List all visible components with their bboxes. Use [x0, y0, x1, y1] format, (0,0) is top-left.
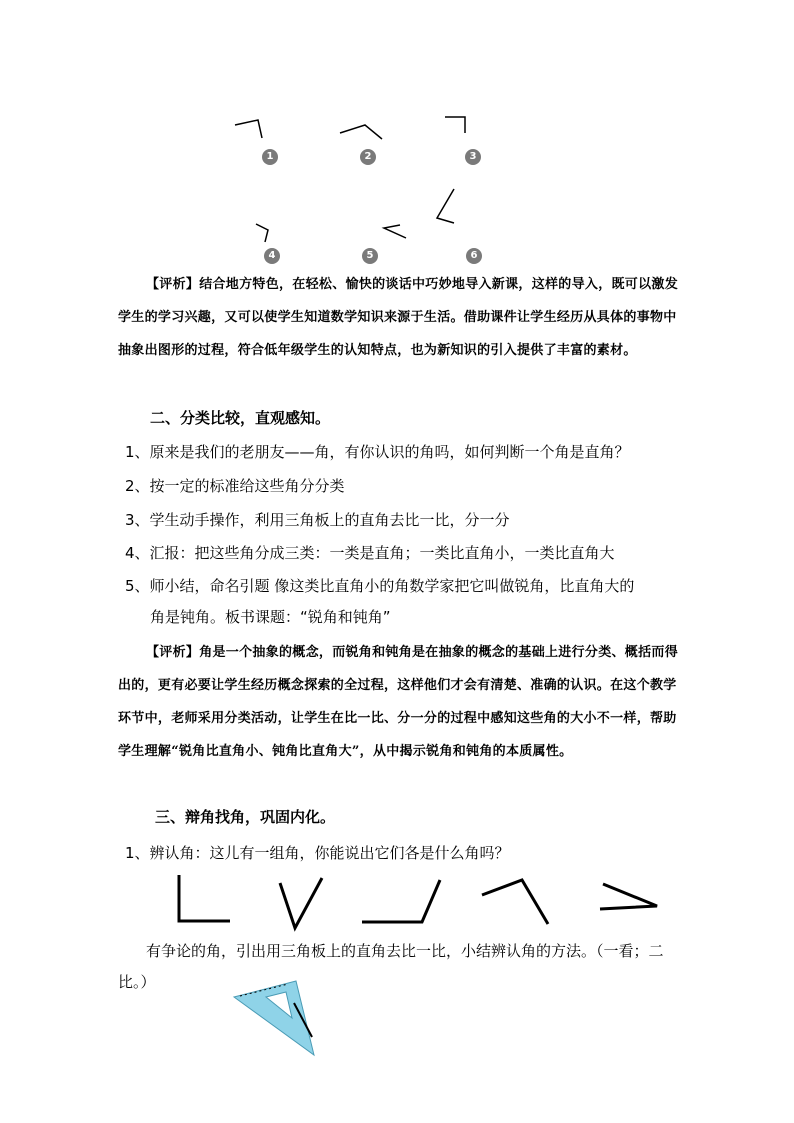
angle-obtuse-1 — [362, 880, 440, 922]
comment-2 — [118, 636, 678, 768]
figure-label-5: 5 — [362, 248, 378, 264]
angle-1 — [235, 120, 262, 138]
angle-3 — [445, 117, 465, 133]
angle-right — [179, 875, 230, 921]
section-3-heading: 三、辩角找角，巩固内化。 — [155, 808, 336, 826]
comment-2-tag: 【评析】 — [146, 645, 200, 660]
figure-label-1: 1 — [262, 149, 278, 165]
comment-2-text: 角是一个抽象的概念，而锐角和钝角是在抽象的概念的基础上进行分类、概括而得出的，更有必要让学生经历概念探索的全过程，这样他们才会有清楚、准确的认识。在这个教学环节中，老师采用分类活动，让学生在比一比、分一分的过程中感知这些角的大小不一样，帮助学生理解“锐角比直角小、钝角比直角大”，从中揭示锐角和钝角的本质属性。 — [118, 645, 679, 759]
section-2-item-5: 5、师小结，命名引题 像这类比直角小的角数学家把它叫做锐角，比直角大的 — [125, 577, 635, 595]
angle-6 — [437, 189, 454, 223]
figure-label-2: 2 — [360, 149, 376, 165]
figure-label-4: 4 — [264, 248, 280, 264]
angle-5 — [384, 225, 406, 238]
set-square-image — [228, 975, 328, 1060]
section-2-item-3: 3、学生动手操作，利用三角板上的直角去比一比，分一分 — [125, 511, 510, 529]
figure-label-3: 3 — [465, 149, 481, 165]
section-2-item-2: 2、按一定的标准给这些角分分类 — [125, 477, 345, 495]
angles-figure-top — [220, 105, 520, 265]
section-3-item-1: 1、辨认角：这儿有一组角，你能说出它们各是什么角吗？ — [125, 844, 510, 862]
comment-1-tag: 【评析】 — [146, 277, 200, 292]
angle-acute-v — [280, 878, 322, 928]
angles-figure-row — [170, 868, 670, 938]
angle-obtuse-2 — [482, 880, 548, 924]
section-2-item-4: 4、汇报：把这些角分成三类：一类是直角；一类比直角小，一类比直角大 — [125, 544, 615, 562]
angle-2 — [340, 125, 382, 139]
section-2-item-1: 1、原来是我们的老朋友——角，有你认识的角吗，如何判断一个角是直角？ — [125, 443, 630, 461]
figure-label-6: 6 — [466, 248, 482, 264]
section-3-paragraph: 有争论的角，引出用三角板上的直角去比一比，小结辨认角的方法。（一看；二比。） — [118, 942, 664, 991]
comment-1 — [118, 268, 678, 367]
section-2-heading: 二、分类比较，直观感知。 — [150, 409, 331, 427]
comment-1-text: 结合地方特色，在轻松、愉快的谈话中巧妙地导入新课，这样的导入，既可以激发学生的学习兴趣，又可以使学生知道数学知识来源于生活。借助课件让学生经历从具体的事物中抽象出图形的过程，符合低年级学生的认知特点，也为新知识的引入提供了丰富的素材。 — [118, 277, 679, 358]
angle-4 — [256, 224, 268, 242]
section-2-item-5-cont: 角是钝角。板书课题：“锐角和钝角” — [150, 608, 391, 626]
angle-acute-2 — [600, 884, 657, 909]
